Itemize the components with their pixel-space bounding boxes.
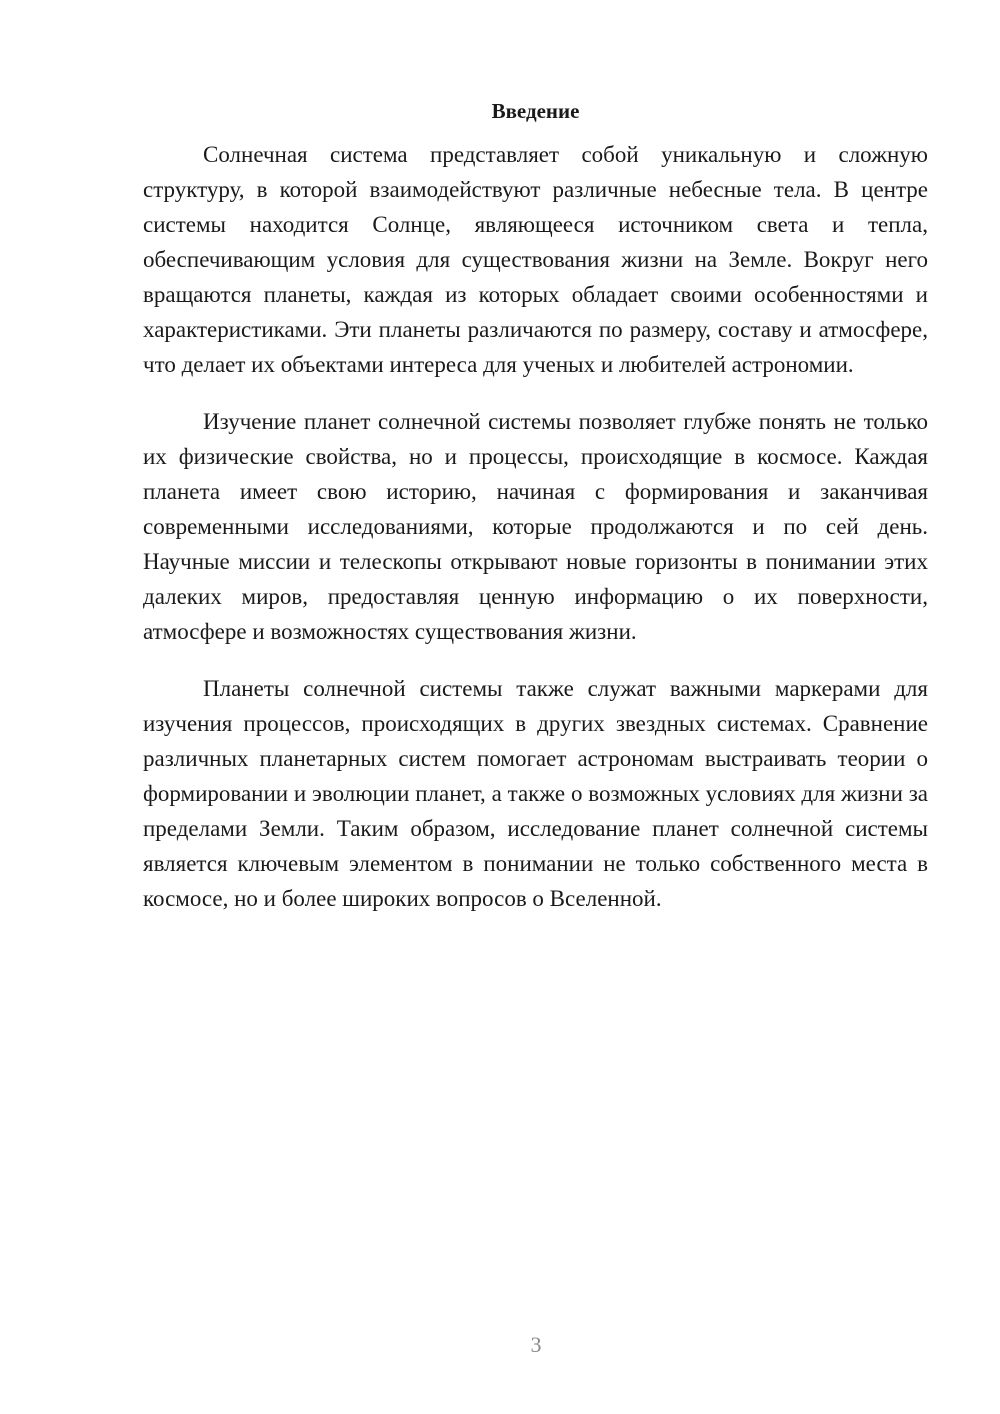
paragraph-1: Солнечная система представляет собой уникальную и сложную структуру, в которой взаимодействуют различные небесные тела. В центре системы находится Солнце, являющееся источником света и тепла, обеспечивающим условия для существования жизни на Земле. Вокруг него вращаются планеты, каждая из которых обладает своими особенностями и характеристиками. Эти планеты различаются по размеру, составу и атмосфере, что делает их объектами интереса для ученых и любителей астрономии. (143, 142, 928, 377)
paragraph-2: Изучение планет солнечной системы позволяет глубже понять не только их физические свойства, но и процессы, происходящие в космосе. Каждая планета имеет свою историю, начиная с формирования и заканчивая современными исследованиями, которые продолжаются и по сей день. Научные миссии и телескопы открывают новые горизонты в понимании этих далеких миров, предоставляя ценную информацию о их поверхности, атмосфере и возможностях существования жизни. (143, 409, 928, 644)
document-body (143, 96, 928, 938)
paragraph-3: Планеты солнечной системы также служат важными маркерами для изучения процессов, происходящих в других звездных системах. Сравнение различных планетарных систем помогает астрономам выстраивать теории о формировании и эволюции планет, а также о возможных условиях для жизни за пределами Земли. Таким образом, исследование планет солнечной системы является ключевым элементом в понимании не только собственного места в космосе, но и более широких вопросов о Вселенной. (143, 676, 928, 911)
section-heading: Введение (491, 99, 580, 123)
page-number: 3 (530, 1332, 542, 1357)
